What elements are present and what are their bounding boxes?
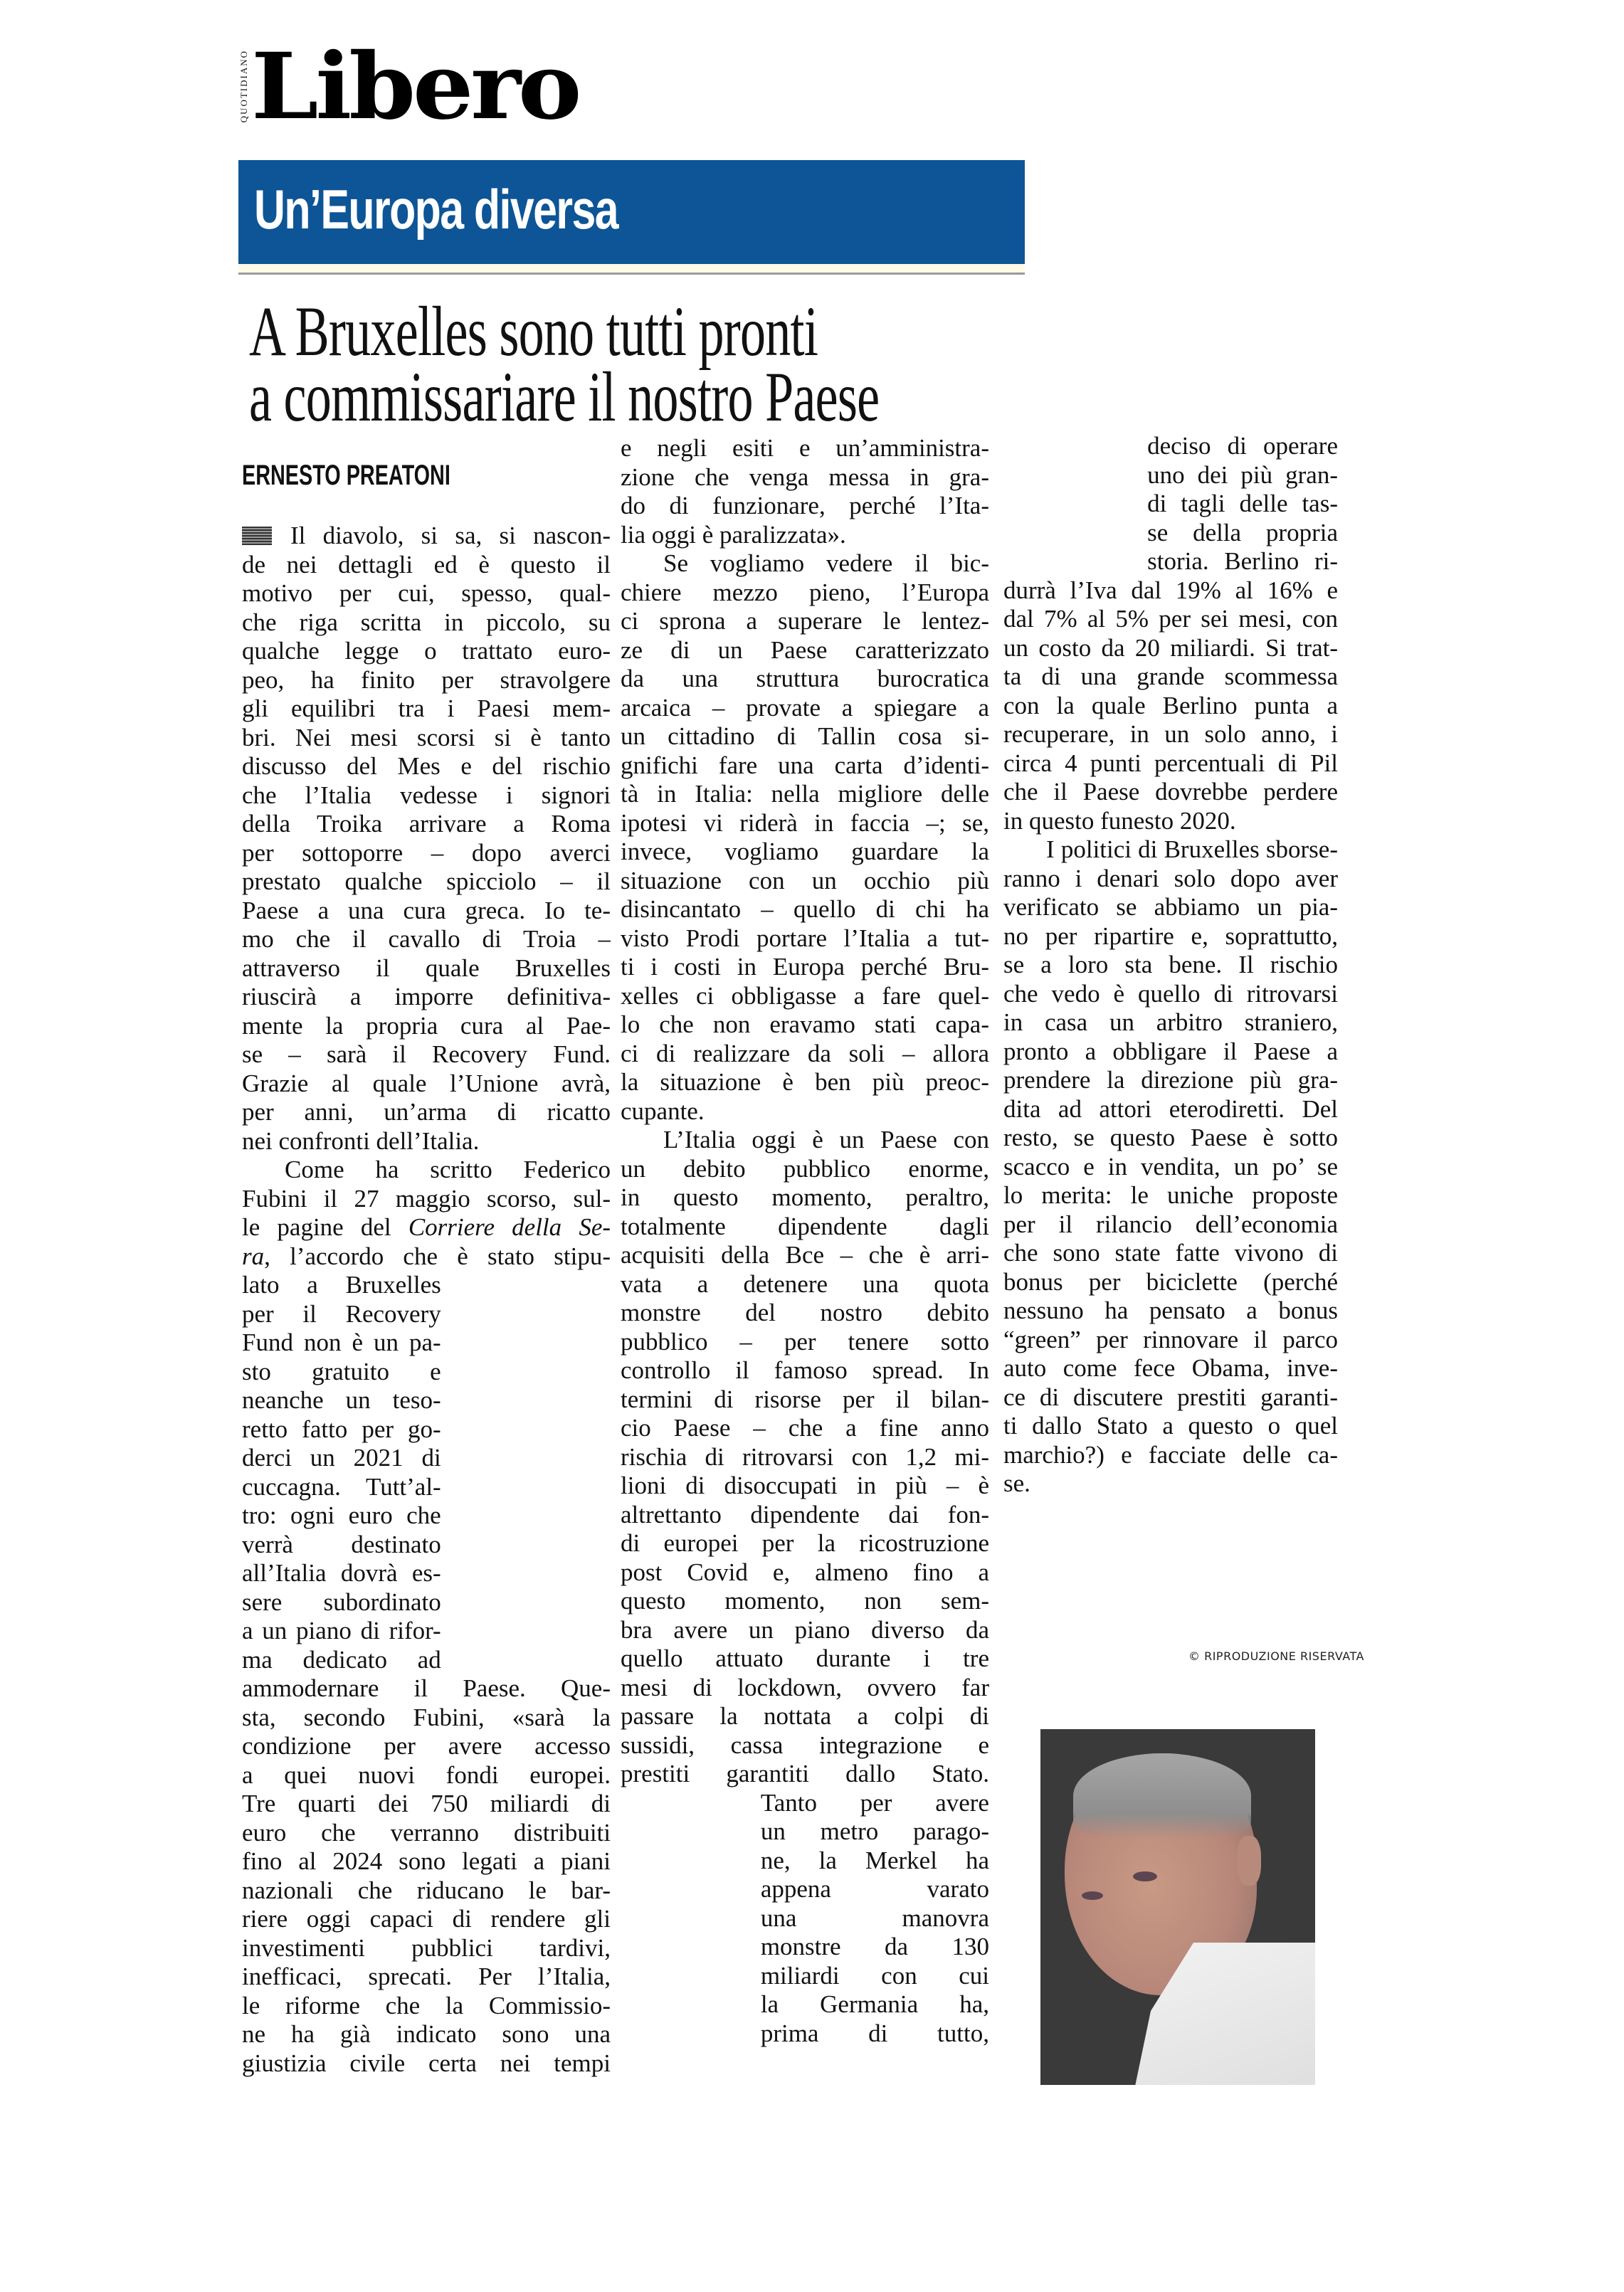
text-line: Come ha scritto Federico bbox=[285, 1156, 611, 1183]
text-line: bonus per biciclette (perché bbox=[1003, 1267, 1338, 1296]
text-line: peo, ha finito per stravolgere bbox=[242, 665, 611, 694]
text-line: Se vogliamo vedere il bic- bbox=[663, 549, 989, 577]
text-line: da una struttura burocratica bbox=[621, 665, 989, 692]
text-line: zione che venga messa in gra- bbox=[621, 463, 989, 491]
text-line: ze di un Paese caratterizzato bbox=[621, 635, 989, 664]
text-line: in questo momento, peraltro, bbox=[621, 1183, 989, 1211]
section-banner bbox=[238, 160, 1025, 264]
photo-hair bbox=[1073, 1753, 1251, 1839]
headline-line: a commissariare il nostro Paese bbox=[249, 357, 880, 436]
text-line: questo momento, non sem- bbox=[621, 1587, 989, 1615]
text-line: un debito pubblico enorme, bbox=[621, 1154, 989, 1183]
text-line: durrà l’Iva dal 19% al 16% e bbox=[1003, 576, 1338, 604]
text-line: un metro parago- bbox=[760, 1817, 989, 1845]
text-line: in casa un arbitro straniero, bbox=[1003, 1008, 1338, 1036]
text-line: con la quale Berlino punta a bbox=[1003, 691, 1338, 719]
text-line: situazione con un occhio più bbox=[621, 866, 989, 894]
text-line: Fund non è un pa- bbox=[242, 1329, 441, 1356]
text-line: disincantato – quello di chi ha bbox=[621, 895, 989, 923]
text-line: la situazione è ben più preoc- bbox=[621, 1068, 989, 1096]
text-line: ti dallo Stato a questo o quel bbox=[1003, 1412, 1338, 1440]
text-line: controllo il famoso spread. In bbox=[621, 1356, 989, 1384]
article-column-3 bbox=[1003, 432, 1338, 1499]
text-line: euro che verranno distribuiti bbox=[242, 1818, 611, 1847]
text-line: condizione per avere accesso bbox=[242, 1732, 611, 1760]
copyright-notice: © RIPRODUZIONE RISERVATA bbox=[1188, 1649, 1364, 1663]
text-line: se a loro sta bene. Il rischio bbox=[1003, 951, 1338, 978]
publication-name: ra bbox=[242, 1242, 265, 1270]
text-line: post Covid e, almeno fino a bbox=[621, 1558, 989, 1586]
text-line: chiere mezzo pieno, l’Europa bbox=[621, 578, 989, 606]
text-line: a quei nuovi fondi europei. bbox=[242, 1760, 611, 1789]
text-line: retto fatto per go- bbox=[242, 1415, 441, 1443]
text-line: riuscirà a imporre definitiva- bbox=[242, 983, 611, 1010]
text-line: sto gratuito e bbox=[242, 1357, 441, 1385]
text-line: verificato se abbiamo un pia- bbox=[1003, 893, 1338, 921]
text-line: inefficaci, sprecati. Per l’Italia, bbox=[242, 1963, 611, 1990]
byline: ERNESTO PREATONI bbox=[242, 460, 450, 491]
text-line: monstre da 130 bbox=[760, 1933, 989, 1960]
text-line: nei confronti dell’Italia. bbox=[242, 1126, 480, 1155]
text-line: all’Italia dovrà es- bbox=[242, 1559, 441, 1587]
text-line: mo che il cavallo di Troia – bbox=[242, 925, 611, 953]
text-line: visto Prodi portare l’Italia a tut- bbox=[621, 924, 989, 952]
text-line: marchio?) e facciate delle ca- bbox=[1003, 1440, 1338, 1469]
text-line: sta, secondo Fubini, «sarà la bbox=[242, 1703, 611, 1731]
text-line: cupante. bbox=[621, 1097, 705, 1125]
text-line: di europei per la ricostruzione bbox=[621, 1529, 989, 1557]
text-line: Tre quarti dei 750 miliardi di bbox=[242, 1790, 611, 1817]
text-line: per sottoporre – dopo averci bbox=[242, 838, 611, 867]
text-line: resto, se questo Paese è sotto bbox=[1003, 1124, 1338, 1151]
text-line: quello attuato durante i tre bbox=[621, 1644, 989, 1672]
text-line: Paese a una cura greca. Io te- bbox=[242, 896, 611, 924]
text-line: della Troika arrivare a Roma bbox=[242, 810, 611, 838]
headline-line: A Bruxelles sono tutti pronti bbox=[249, 292, 818, 371]
text-line: ce di discutere prestiti garanti- bbox=[1003, 1383, 1338, 1411]
text-line: ammodernare il Paese. Que- bbox=[242, 1674, 611, 1702]
text-line: se. bbox=[1003, 1469, 1030, 1497]
text-line: cio Paese – che a fine anno bbox=[621, 1414, 989, 1442]
text-line: scacco e in vendita, un po’ se bbox=[1003, 1152, 1338, 1181]
text-line: se della propria bbox=[1147, 518, 1338, 546]
photo-eye bbox=[1133, 1871, 1157, 1881]
banner-divider bbox=[238, 273, 1025, 275]
logo-wordmark: Libero bbox=[251, 33, 579, 140]
text-line: ne ha già indicato sono una bbox=[242, 2020, 611, 2048]
text-line: nessuno ha pensato a bonus bbox=[1003, 1296, 1338, 1324]
text-line: lo che non eravamo stati capa- bbox=[621, 1010, 989, 1038]
text-line: a un piano di rifor- bbox=[242, 1617, 441, 1644]
text-line: ci sprona a superare le lentez- bbox=[621, 607, 989, 635]
text-line: e negli esiti e un’amministra- bbox=[621, 434, 989, 462]
text-line: lioni di disoccupati in più – è bbox=[621, 1472, 989, 1499]
text-line: verrà destinato bbox=[242, 1530, 441, 1558]
section-label: Un’Europa diversa bbox=[254, 178, 618, 241]
text-line: per anni, un’arma di ricatto bbox=[242, 1098, 611, 1126]
text-line: sere subordinato bbox=[242, 1588, 441, 1616]
text-line: auto come fece Obama, inve- bbox=[1003, 1354, 1338, 1382]
text-line: una manovra bbox=[760, 1903, 989, 1932]
paragraph-marker-icon bbox=[242, 527, 272, 545]
text-line: tro: ogni euro che bbox=[242, 1501, 441, 1529]
text-line: le pagine del Corriere della Se- bbox=[242, 1213, 611, 1241]
text-line: prestiti garantiti dallo Stato. bbox=[621, 1760, 989, 1787]
text-line: storia. Berlino ri- bbox=[1147, 547, 1338, 575]
text-line: pronto a obbligare il Paese a bbox=[1003, 1037, 1338, 1065]
text-line: dal 7% al 5% per sei mesi, con bbox=[1003, 605, 1338, 633]
text-line: ne, la Merkel ha bbox=[760, 1846, 989, 1874]
text-line: attraverso il quale Bruxelles bbox=[242, 954, 611, 982]
text-line: uno dei più gran- bbox=[1147, 460, 1338, 489]
text-line: Fubini il 27 maggio scorso, sul- bbox=[242, 1184, 611, 1213]
text-line: un costo da 20 miliardi. Si trat- bbox=[1003, 633, 1338, 662]
text-line: bri. Nei mesi scorsi si è tanto bbox=[242, 723, 611, 751]
text-line: per il rilancio dell’economia bbox=[1003, 1210, 1338, 1238]
text-line: investimenti pubblici tardivi, bbox=[242, 1933, 611, 1962]
text-line: Grazie al quale l’Unione avrà, bbox=[242, 1069, 611, 1097]
text-line: de nei dettagli ed è questo il bbox=[242, 550, 611, 579]
text-line: prestato qualche spicciolo – il bbox=[242, 867, 611, 895]
text-line: gli equilibri tra i Paesi mem- bbox=[242, 695, 611, 722]
text-line: “green” per rinnovare il parco bbox=[1003, 1325, 1338, 1353]
text-line: se – sarà il Recovery Fund. bbox=[242, 1040, 611, 1068]
text-line: di tagli delle tas- bbox=[1147, 490, 1338, 517]
text-line: ipotesi vi riderà in faccia –; se, bbox=[621, 808, 989, 837]
text-line: bra avere un piano diverso da bbox=[621, 1615, 989, 1644]
text-line: lia oggi è paralizzata». bbox=[621, 520, 846, 549]
text-line: lo merita: le uniche proposte bbox=[1003, 1181, 1338, 1209]
text-line: cuccagna. Tutt’al- bbox=[242, 1472, 441, 1501]
text-line: altrettanto dipendente dai fon- bbox=[621, 1500, 989, 1528]
text-line: arcaica – provate a spiegare a bbox=[621, 693, 989, 722]
text-line: acquisiti della Bce – che è arri- bbox=[621, 1241, 989, 1269]
text-line: fino al 2024 sono legati a piani bbox=[242, 1847, 611, 1875]
text-line: circa 4 punti percentuali di Pil bbox=[1003, 749, 1338, 777]
text-line: totalmente dipendente dagli bbox=[621, 1212, 989, 1240]
text-line: neanche un teso- bbox=[242, 1386, 441, 1414]
photo-eye bbox=[1082, 1891, 1103, 1900]
text-line: ra, l’accordo che è stato stipu- bbox=[242, 1242, 611, 1270]
text-line: termini di risorse per il bilan- bbox=[621, 1385, 989, 1413]
text-line: un cittadino di Tallin cosa si- bbox=[621, 722, 989, 750]
text-line: mente la propria cura al Pae- bbox=[242, 1011, 611, 1040]
text-line: xelles ci obbligasse a fare quel- bbox=[621, 981, 989, 1010]
text-line: ta di una grande scommessa bbox=[1003, 662, 1338, 690]
text-line: deciso di operare bbox=[1147, 432, 1338, 460]
text-line: sussidi, cassa integrazione e bbox=[621, 1731, 989, 1759]
article-column-2 bbox=[621, 434, 989, 2048]
text-line: che vedo è quello di ritrovarsi bbox=[1003, 979, 1338, 1008]
text-line: appena varato bbox=[760, 1875, 989, 1903]
text-line: mesi di lockdown, ovvero far bbox=[621, 1673, 989, 1701]
text-line: miliardi con cui bbox=[760, 1961, 989, 1990]
text-line: in questo funesto 2020. bbox=[1003, 806, 1236, 835]
text-line: nazionali che riducano le bar- bbox=[242, 1876, 611, 1904]
text-line: I politici di Bruxelles sborse- bbox=[1046, 835, 1338, 863]
text-line: gnifichi fare una carta d’identi- bbox=[621, 751, 989, 779]
text-line: tà in Italia: nella migliore delle bbox=[621, 780, 989, 808]
text-line: derci un 2021 di bbox=[242, 1444, 441, 1472]
text-line: vata a detenere una quota bbox=[621, 1269, 989, 1298]
text-line: Il diavolo, si sa, si nascon- bbox=[242, 522, 611, 551]
text-line: invece, vogliamo guardare la bbox=[621, 838, 989, 865]
text-line: che riga scritta in piccolo, su bbox=[242, 608, 611, 636]
publication-name: Corriere della Se- bbox=[408, 1213, 611, 1241]
logo-tagline: QUOTIDIANO bbox=[238, 49, 249, 122]
text-line: ranno i denari solo dopo aver bbox=[1003, 864, 1338, 892]
text-line: che l’Italia vedesse i signori bbox=[242, 781, 611, 809]
text-line: prima di tutto, bbox=[760, 2019, 989, 2047]
article-headline bbox=[249, 292, 1032, 436]
banner-strip bbox=[238, 264, 1025, 273]
text-line: L’Italia oggi è un Paese con bbox=[663, 1126, 989, 1153]
text-line: dita ad attori eterodiretti. Del bbox=[1003, 1094, 1338, 1123]
text-line: do di funzionare, perché l’Ita- bbox=[621, 492, 989, 519]
text-line: passare la nottata a colpi di bbox=[621, 1702, 989, 1730]
text-line: no per ripartire e, soprattutto, bbox=[1003, 921, 1338, 950]
text-line: prendere la direzione più gra- bbox=[1003, 1066, 1338, 1094]
text-line: monstre del nostro debito bbox=[621, 1299, 989, 1326]
article-column-1 bbox=[242, 522, 611, 2078]
text-line: qualche legge o trattato euro- bbox=[242, 637, 611, 665]
text-line: pubblico – per tenere sotto bbox=[621, 1327, 989, 1356]
text-line: giustizia civile certa nei tempi bbox=[242, 2049, 611, 2077]
text-line: che sono state fatte vivono di bbox=[1003, 1239, 1338, 1267]
author-photo bbox=[1040, 1729, 1315, 2085]
newspaper-logo bbox=[238, 28, 579, 140]
text-line: ti i costi in Europa perché Bru- bbox=[621, 953, 989, 981]
text-line: discusso del Mes e del rischio bbox=[242, 752, 611, 780]
text-line: Tanto per avere bbox=[760, 1788, 989, 1817]
text-line: la Germania ha, bbox=[760, 1990, 989, 2018]
text-line: riere oggi capaci di rendere gli bbox=[242, 1905, 611, 1933]
text-line: rischia di ritrovarsi con 1,2 mi- bbox=[621, 1442, 989, 1471]
text-line: che il Paese dovrebbe perdere bbox=[1003, 778, 1338, 806]
photo-ear bbox=[1237, 1836, 1261, 1886]
text-line: per il Recovery bbox=[242, 1299, 441, 1328]
text-line: recuperare, in un solo anno, i bbox=[1003, 720, 1338, 748]
text-line: le riforme che la Commissio- bbox=[242, 1991, 611, 2019]
text-line: lato a Bruxelles bbox=[242, 1271, 441, 1299]
text-line: ma dedicato ad bbox=[242, 1645, 441, 1674]
text-line: ci di realizzare da soli – allora bbox=[621, 1039, 989, 1067]
text-line: motivo per cui, spesso, qual- bbox=[242, 579, 611, 607]
